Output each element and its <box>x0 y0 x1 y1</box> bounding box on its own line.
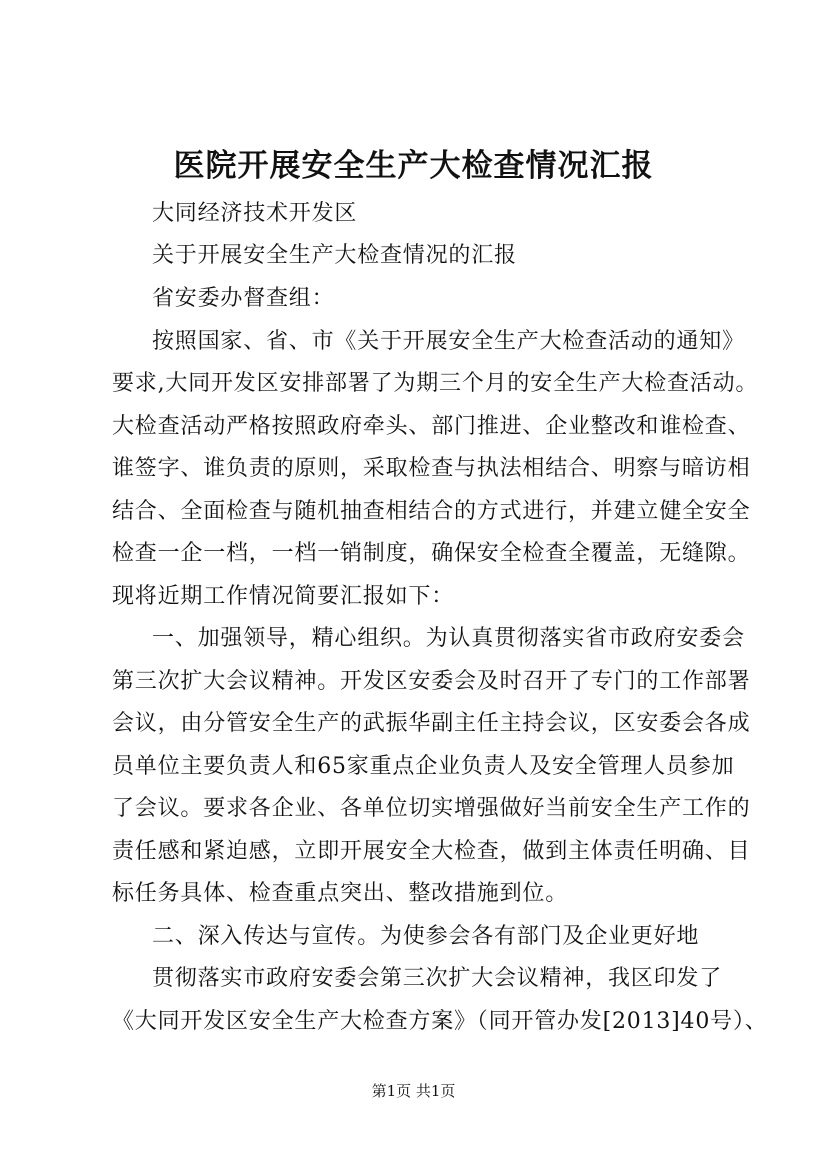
text-line: 现将近期工作情况简要汇报如下： <box>112 584 455 609</box>
text-line: 第三次扩大会议精神。开发区安委会及时召开了专门的工作部署 <box>112 669 751 694</box>
text-line: 结合、全面检查与随机抽查相结合的方式进行，并建立健全安全 <box>112 499 751 524</box>
text-line: 按照国家、省、市《关于开展安全生产大检查活动的通知》 <box>152 329 745 354</box>
text-line: 会议，由分管安全生产的武振华副主任主持会议，区安委会各成 <box>112 711 751 736</box>
text-line: 了会议。要求各企业、各单位切实增强做好当前安全生产工作的 <box>112 796 751 821</box>
text-line: 关于开展安全生产大检查情况的汇报 <box>152 243 517 268</box>
text-line: 标任务具体、检查重点突出、整改措施到位。 <box>112 881 569 906</box>
text-line: 要求,大同开发区安排部署了为期三个月的安全生产大检查活动。 <box>112 371 759 396</box>
text-line: 检查一企一档，一档一销制度，确保安全检查全覆盖，无缝隙。 <box>112 541 751 566</box>
text-line: 二、深入传达与宣传。为使参会各有部门及企业更好地 <box>152 924 700 949</box>
text-line: 贯彻落实市政府安委会第三次扩大会议精神，我区印发了 <box>152 966 723 991</box>
text-line: 谁签字、谁负责的原则，采取检查与执法相结合、明察与暗访相 <box>112 456 751 481</box>
document-title: 医院开展安全生产大检查情况汇报 <box>173 148 654 184</box>
text-line: 员单位主要负责人和65家重点企业负责人及安全管理人员参加 <box>112 754 735 779</box>
text-line: 一、加强领导，精心组织。为认真贯彻落实省市政府安委会 <box>152 626 745 651</box>
text-line: 大检查活动严格按照政府牵头、部门推进、企业整改和谁检查、 <box>112 414 751 439</box>
text-line: 大同经济技术开发区 <box>152 201 358 226</box>
text-line: 责任感和紧迫感，立即开展安全大检查，做到主体责任明确、目 <box>112 839 751 864</box>
page-number-footer: 第1页 共1页 <box>371 1082 456 1100</box>
text-line: 省安委办督查组： <box>152 286 335 311</box>
text-line: 《大同开发区安全生产大检查方案》（同开管办发[2013]40号）、 <box>112 1009 768 1034</box>
